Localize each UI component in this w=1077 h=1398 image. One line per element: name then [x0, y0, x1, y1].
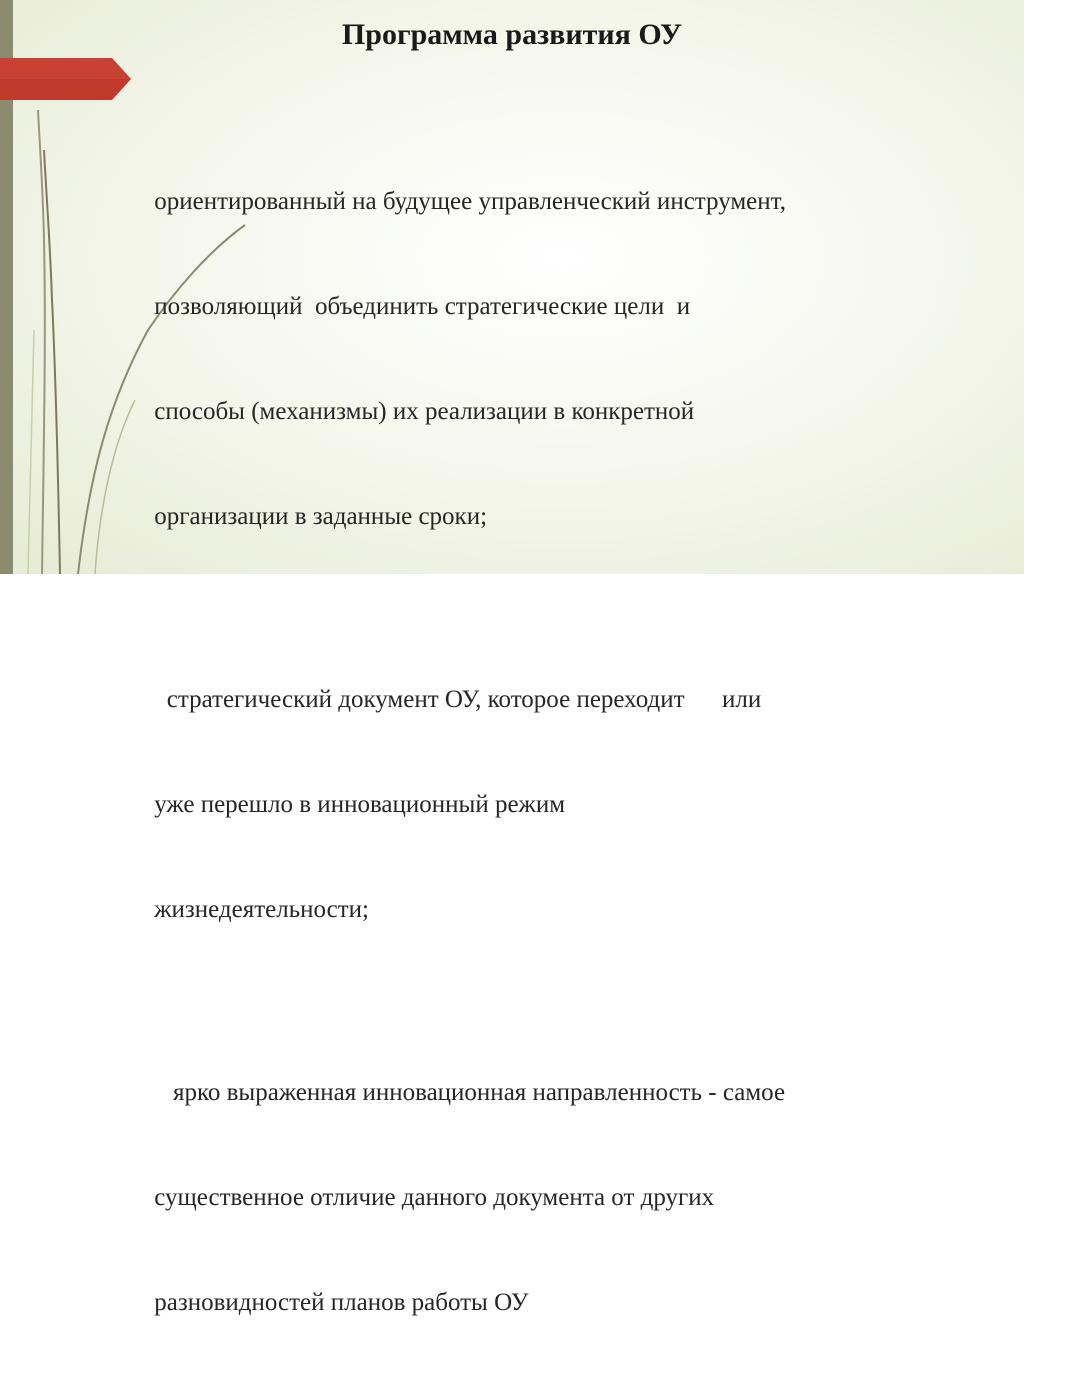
text-line: способы (механизмы) их реализации в конкретной [148, 398, 695, 425]
text-line: организации в заданные сроки; [148, 503, 488, 530]
slide-body [148, 114, 988, 1398]
red-arrow-shape [0, 58, 131, 100]
text-line: стратегический документ ОУ, которое переходит или [148, 686, 762, 713]
paragraph-1 [148, 114, 988, 604]
paragraph-3 [148, 1005, 988, 1390]
text-line: разновидностей планов работы ОУ [148, 1289, 529, 1316]
text-line: уже перешло в инновационный режим [148, 791, 566, 818]
text-line: жизнедеятельности; [148, 896, 369, 923]
text-line: позволяющий объединить стратегические цели и [148, 293, 691, 320]
slide-title: Программа развития ОУ [341, 18, 683, 51]
paragraph-2 [148, 612, 988, 997]
text-line: ярко выраженная инновационная направленность - самое [148, 1079, 786, 1106]
text-line: существенное отличие данного документа от других [148, 1184, 715, 1211]
text-line: ориентированный на будущее управленческий инструмент, [148, 188, 786, 215]
